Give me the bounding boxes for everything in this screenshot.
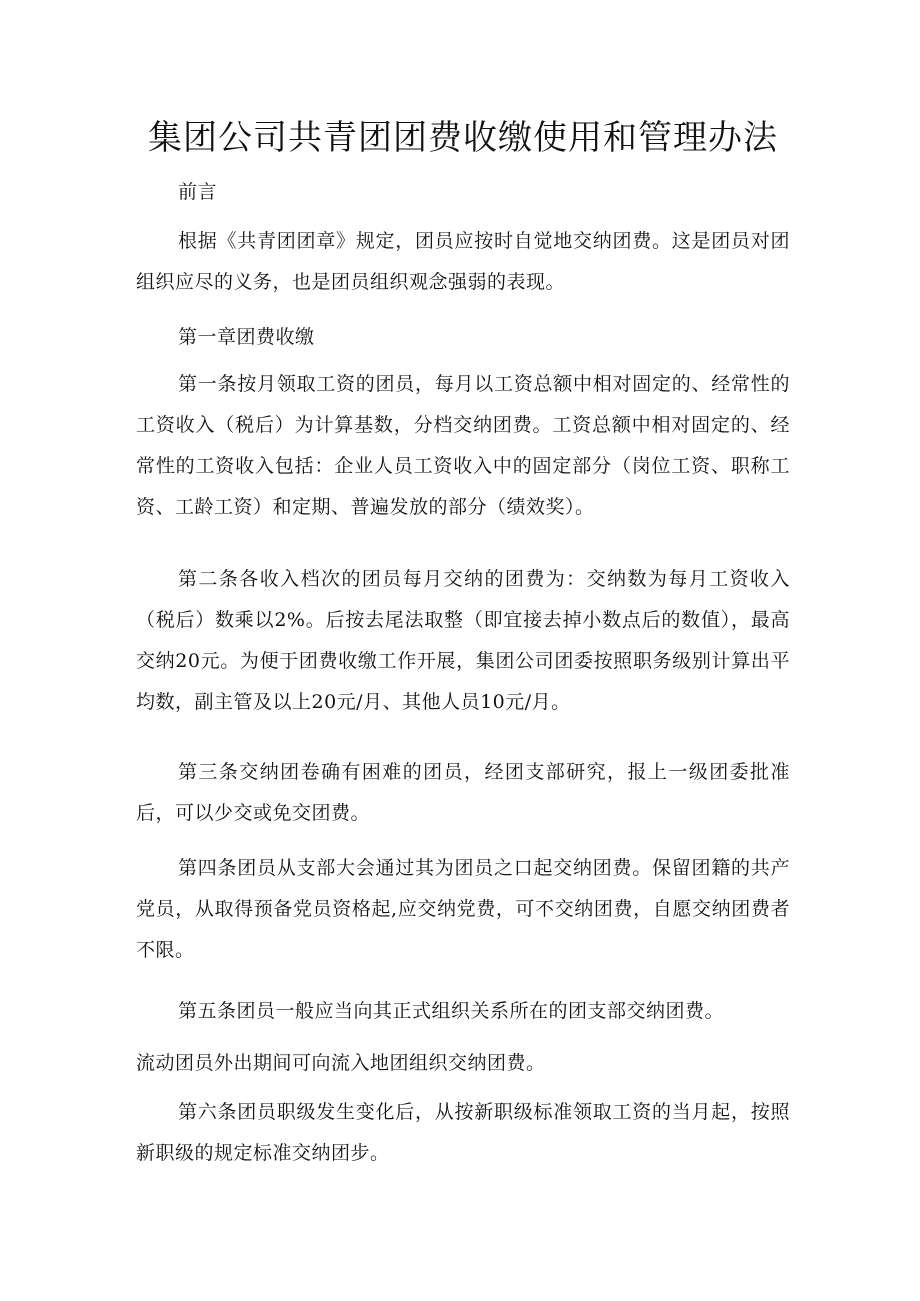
chapter-one-heading: 第一章团费收缴 (178, 326, 315, 348)
article-five-continuation: 流动团员外出期间可向流入地团组织交纳团费。 (136, 1052, 546, 1074)
article-six: 第六条团员职级发生变化后，从按新职级标准领取工资的当月起，按照新职级的规定标准交纳团步。 (136, 1101, 790, 1164)
paragraph-preface: 根据《共青团团章》规定，团员应按时自觉地交纳团费。这是团员对团组织应尽的义务，也是团员组织观念强弱的表现。 (136, 230, 790, 293)
article-four: 第四条团员从支部大会通过其为团员之口起交纳团费。保留团籍的共产党员，从取得预备党员资格起,应交纳党费，可不交纳团费，自愿交纳团费者不限。 (136, 857, 790, 961)
document-title: 集团公司共青团团费收缴使用和管理办法 (148, 118, 778, 158)
article-three: 第三条交纳团卷确有困难的团员，经团支部研究，报上一级团委批准后，可以少交或免交团费。 (136, 761, 790, 824)
article-two: 第二条各收入档次的团员每月交纳的团费为：交纳数为每月工资收入（税后）数乘以2%。后按去尾法取整（即宜接去掉小数点后的数值），最高交纳20元。为便于团费收缴工作开展，集团公司团委按照职务级别计算出平均数，副主管及以上20元/月、其他人员10元/月。 (136, 568, 790, 713)
preface-heading: 前言 (178, 181, 218, 203)
article-one: 第一条按月领取工资的团员，每月以工资总额中相对固定的、经常性的工资收入（税后）为计算基数，分档交纳团费。工资总额中相对固定的、经常性的工资收入包括：企业人员工资收入中的固定部分（岗位工资、职称工资、工龄工资）和定期、普遍发放的部分（绩效奖）。 (136, 373, 790, 518)
article-five: 第五条团员一般应当向其正式组织关系所在的团支部交纳团费。 (178, 1000, 725, 1022)
